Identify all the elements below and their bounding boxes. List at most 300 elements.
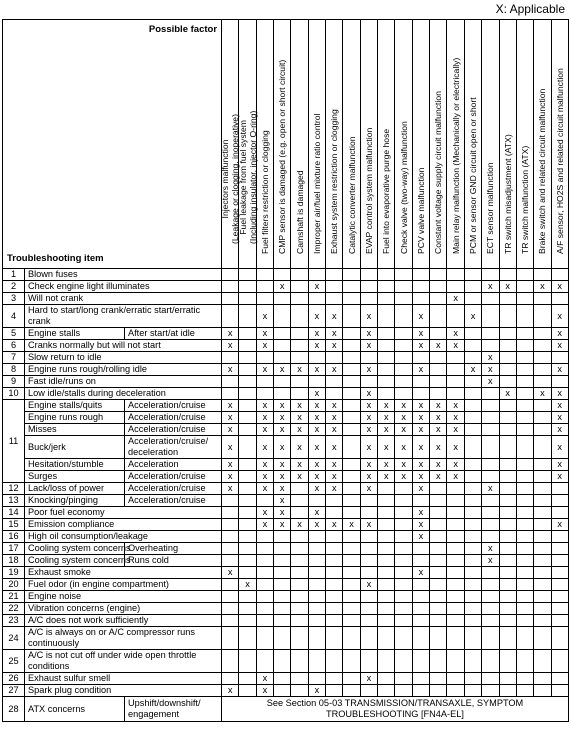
item-condition: Acceleration/cruise/ deceleration	[125, 436, 222, 459]
row-number: 7	[3, 352, 25, 364]
applicable-cell	[343, 388, 360, 400]
applicable-cell: x	[274, 495, 291, 507]
applicable-cell	[343, 305, 360, 328]
applicable-cell	[516, 519, 533, 531]
applicable-cell: x	[308, 364, 325, 376]
applicable-cell: x	[222, 685, 239, 697]
applicable-cell: x	[326, 412, 343, 424]
applicable-cell	[343, 352, 360, 364]
applicable-cell	[447, 388, 464, 400]
applicable-cell	[395, 567, 412, 579]
factor-label	[260, 130, 270, 254]
applicable-cell	[256, 281, 273, 293]
applicable-cell: x	[395, 436, 412, 459]
applicable-cell: x	[308, 424, 325, 436]
applicable-cell: x	[360, 412, 377, 424]
item-condition: Overheating	[125, 543, 222, 555]
applicable-cell	[447, 519, 464, 531]
applicable-cell	[222, 305, 239, 328]
table-body	[3, 269, 569, 722]
applicable-cell: x	[360, 305, 377, 328]
troubleshooting-item: Fuel odor (in engine compartment)	[25, 579, 222, 591]
applicable-cell: x	[274, 459, 291, 471]
applicable-cell	[343, 543, 360, 555]
factor-label	[329, 109, 339, 254]
applicable-cell	[343, 567, 360, 579]
applicable-cell	[412, 615, 429, 627]
troubleshooting-item: Engine runs rough	[25, 412, 125, 424]
applicable-cell: x	[378, 459, 395, 471]
applicable-cell	[343, 376, 360, 388]
factor-header	[516, 20, 533, 269]
row-number: 4	[3, 305, 25, 328]
applicable-cell	[499, 555, 516, 567]
applicable-cell: x	[291, 436, 308, 459]
applicable-cell	[343, 293, 360, 305]
factor-header	[360, 20, 377, 269]
applicable-cell	[378, 483, 395, 495]
applicable-cell: x	[464, 364, 481, 376]
applicable-cell	[239, 567, 256, 579]
applicable-cell: x	[360, 388, 377, 400]
applicable-cell	[534, 269, 551, 281]
applicable-cell	[222, 352, 239, 364]
applicable-cell	[326, 269, 343, 281]
applicable-cell	[447, 495, 464, 507]
applicable-cell	[378, 685, 395, 697]
applicable-cell	[291, 615, 308, 627]
table-row	[3, 340, 569, 352]
applicable-cell	[239, 412, 256, 424]
applicable-cell	[395, 352, 412, 364]
item-condition: After start/at idle	[125, 328, 222, 340]
applicable-cell	[360, 531, 377, 543]
applicable-cell	[464, 543, 481, 555]
applicable-cell	[343, 591, 360, 603]
applicable-cell	[516, 305, 533, 328]
applicable-cell	[447, 507, 464, 519]
applicable-cell	[551, 685, 568, 697]
applicable-cell	[412, 352, 429, 364]
applicable-cell	[551, 507, 568, 519]
troubleshooting-item: Check engine light illuminates	[25, 281, 222, 293]
applicable-cell	[412, 685, 429, 697]
applicable-cell	[343, 424, 360, 436]
applicable-cell	[412, 555, 429, 567]
factor-label-line: PCM or sensor GND circuit open or short	[468, 97, 478, 254]
applicable-cell	[326, 281, 343, 293]
applicable-cell	[499, 436, 516, 459]
applicable-cell	[291, 603, 308, 615]
applicable-cell	[447, 627, 464, 650]
applicable-cell	[326, 685, 343, 697]
applicable-cell	[499, 471, 516, 483]
item-condition: Acceleration	[125, 459, 222, 471]
applicable-cell	[516, 340, 533, 352]
row-number: 14	[3, 507, 25, 519]
applicable-cell	[447, 531, 464, 543]
applicable-cell: x	[360, 424, 377, 436]
applicable-cell	[360, 591, 377, 603]
applicable-cell	[291, 328, 308, 340]
applicable-cell	[447, 579, 464, 591]
applicable-cell	[378, 364, 395, 376]
troubleshooting-item: A/C does not work sufficiently	[25, 615, 222, 627]
applicable-cell	[516, 459, 533, 471]
row-number: 24	[3, 627, 25, 650]
applicable-cell	[274, 293, 291, 305]
applicable-cell	[395, 507, 412, 519]
applicable-cell	[360, 352, 377, 364]
applicable-cell	[430, 543, 447, 555]
applicable-cell	[534, 567, 551, 579]
applicable-cell	[482, 340, 499, 352]
applicable-cell	[291, 685, 308, 697]
applicable-cell: x	[326, 400, 343, 412]
applicable-cell	[239, 436, 256, 459]
applicable-cell	[534, 340, 551, 352]
applicable-cell	[256, 293, 273, 305]
applicable-cell	[395, 591, 412, 603]
applicable-cell: x	[222, 567, 239, 579]
applicable-cell	[343, 507, 360, 519]
applicable-cell	[360, 555, 377, 567]
applicable-cell: x	[222, 340, 239, 352]
troubleshooting-item: Misses	[25, 424, 125, 436]
table-row	[3, 519, 569, 531]
applicable-cell	[430, 352, 447, 364]
applicable-cell	[430, 603, 447, 615]
applicable-cell	[291, 376, 308, 388]
applicable-cell	[274, 531, 291, 543]
applicable-cell	[378, 305, 395, 328]
applicable-cell	[222, 388, 239, 400]
item-condition: Acceleration/cruise	[125, 424, 222, 436]
applicable-cell	[464, 388, 481, 400]
applicable-cell	[412, 376, 429, 388]
applicable-cell	[395, 673, 412, 685]
applicable-cell	[430, 579, 447, 591]
factor-header	[326, 20, 343, 269]
applicable-cell	[534, 459, 551, 471]
row-number: 2	[3, 281, 25, 293]
applicable-cell	[274, 328, 291, 340]
applicable-cell	[256, 627, 273, 650]
applicable-cell: x	[551, 328, 568, 340]
applicable-cell	[395, 603, 412, 615]
applicable-cell	[464, 328, 481, 340]
applicable-cell	[516, 281, 533, 293]
applicable-cell	[378, 531, 395, 543]
applicable-cell	[464, 615, 481, 627]
factor-label-line: (Including insulator, injector O-ring)	[247, 110, 258, 244]
applicable-cell	[430, 650, 447, 673]
applicable-cell	[499, 400, 516, 412]
applicable-cell	[499, 591, 516, 603]
applicable-cell	[239, 627, 256, 650]
applicable-cell	[499, 495, 516, 507]
applicable-cell	[464, 603, 481, 615]
applicable-cell: x	[412, 400, 429, 412]
applicable-cell	[274, 579, 291, 591]
applicable-cell	[464, 424, 481, 436]
applicable-cell	[534, 412, 551, 424]
applicable-cell	[464, 507, 481, 519]
applicable-cell	[395, 483, 412, 495]
applicable-cell: x	[551, 364, 568, 376]
troubleshooting-item: Surges	[25, 471, 125, 483]
applicable-cell	[482, 507, 499, 519]
applicable-cell	[464, 591, 481, 603]
applicable-cell: x	[360, 328, 377, 340]
applicable-cell: x	[378, 400, 395, 412]
applicable-cell	[274, 650, 291, 673]
applicable-cell	[239, 519, 256, 531]
applicable-cell	[464, 376, 481, 388]
applicable-cell	[551, 615, 568, 627]
applicable-cell	[534, 555, 551, 567]
table-row	[3, 650, 569, 673]
applicable-cell	[482, 424, 499, 436]
applicable-cell	[326, 376, 343, 388]
applicable-cell	[222, 269, 239, 281]
applicable-cell	[360, 269, 377, 281]
factor-label-line: ECT sensor malfunction	[485, 162, 496, 254]
applicable-cell	[395, 293, 412, 305]
table-row	[3, 376, 569, 388]
applicable-cell: x	[326, 424, 343, 436]
troubleshooting-item: Knocking/pinging	[25, 495, 125, 507]
applicable-cell	[482, 436, 499, 459]
applicable-cell	[516, 352, 533, 364]
item-condition: Upshift/downshift/ engagement	[125, 697, 222, 722]
applicable-cell: x	[360, 519, 377, 531]
troubleshooting-item: Vibration concerns (engine)	[25, 603, 222, 615]
applicable-cell: x	[291, 459, 308, 471]
applicable-cell: x	[412, 305, 429, 328]
applicable-cell	[551, 555, 568, 567]
troubleshooting-item: Exhaust sulfur smell	[25, 673, 222, 685]
applicable-cell	[222, 591, 239, 603]
applicable-cell	[378, 579, 395, 591]
applicable-cell	[291, 531, 308, 543]
applicable-cell	[499, 543, 516, 555]
applicable-cell	[395, 650, 412, 673]
applicable-cell	[516, 328, 533, 340]
troubleshooting-item: Lack/loss of power	[25, 483, 125, 495]
factor-label-line: Main relay malfunction (Mechanically or electrically)	[450, 57, 461, 254]
row-number: 13	[3, 495, 25, 507]
applicable-cell: x	[291, 412, 308, 424]
applicable-cell: x	[291, 424, 308, 436]
applicable-cell	[256, 388, 273, 400]
table-row	[3, 352, 569, 364]
applicable-cell: x	[222, 400, 239, 412]
table-row	[3, 305, 569, 328]
applicable-cell	[360, 543, 377, 555]
factor-label	[433, 91, 443, 254]
applicable-cell: x	[308, 519, 325, 531]
applicable-cell: x	[360, 459, 377, 471]
applicable-cell: x	[551, 400, 568, 412]
applicable-cell	[343, 436, 360, 459]
applicable-cell	[222, 603, 239, 615]
applicable-cell	[326, 495, 343, 507]
item-condition: Acceleration/cruise	[125, 400, 222, 412]
applicable-cell	[343, 364, 360, 376]
applicable-cell	[291, 627, 308, 650]
applicable-cell: x	[464, 305, 481, 328]
applicable-cell	[430, 555, 447, 567]
applicable-cell	[360, 293, 377, 305]
factor-header	[256, 20, 273, 269]
row-number: 27	[3, 685, 25, 697]
applicable-cell	[447, 650, 464, 673]
applicable-cell: x	[395, 459, 412, 471]
factor-label	[295, 170, 305, 254]
applicable-cell	[395, 519, 412, 531]
troubleshooting-item: Exhaust smoke	[25, 567, 222, 579]
applicable-cell	[464, 531, 481, 543]
table-row	[3, 412, 569, 424]
applicable-cell	[395, 615, 412, 627]
troubleshooting-item: High oil consumption/leakage	[25, 531, 222, 543]
applicable-cell	[308, 531, 325, 543]
troubleshooting-item: A/C is always on or A/C compressor runs continuously	[25, 627, 222, 650]
applicable-cell: x	[412, 328, 429, 340]
applicable-cell	[447, 281, 464, 293]
applicable-cell	[447, 591, 464, 603]
applicable-cell	[256, 615, 273, 627]
applicable-cell: x	[412, 340, 429, 352]
applicable-cell: x	[360, 436, 377, 459]
applicable-cell	[464, 555, 481, 567]
applicable-cell	[551, 591, 568, 603]
applicable-cell	[499, 627, 516, 650]
applicable-cell	[499, 340, 516, 352]
applicable-cell: x	[326, 483, 343, 495]
applicable-cell: x	[412, 471, 429, 483]
applicable-cell: x	[430, 436, 447, 459]
table-row	[3, 615, 569, 627]
applicable-cell	[482, 603, 499, 615]
applicable-cell	[516, 293, 533, 305]
applicable-cell: x	[256, 364, 273, 376]
item-condition: Acceleration/cruise	[125, 471, 222, 483]
applicable-cell	[534, 615, 551, 627]
applicable-cell	[291, 567, 308, 579]
troubleshooting-table-wrapper	[2, 19, 568, 722]
applicable-cell	[308, 673, 325, 685]
row-number: 22	[3, 603, 25, 615]
applicable-cell	[291, 543, 308, 555]
applicable-cell	[534, 305, 551, 328]
applicable-cell	[499, 293, 516, 305]
applicable-cell: x	[222, 412, 239, 424]
applicable-cell	[378, 673, 395, 685]
applicable-cell	[551, 627, 568, 650]
applicable-cell	[291, 483, 308, 495]
applicable-cell: x	[395, 424, 412, 436]
applicable-cell	[551, 543, 568, 555]
troubleshooting-item: Low idle/stalls during deceleration	[25, 388, 222, 400]
applicable-cell	[395, 364, 412, 376]
applicable-cell	[551, 269, 568, 281]
applicable-cell	[482, 591, 499, 603]
applicable-cell: x	[308, 412, 325, 424]
applicable-cell	[534, 364, 551, 376]
factor-header	[343, 20, 360, 269]
applicable-cell: x	[326, 519, 343, 531]
applicable-cell	[534, 495, 551, 507]
applicable-cell	[395, 579, 412, 591]
applicable-cell	[256, 555, 273, 567]
applicable-cell	[464, 269, 481, 281]
applicable-cell	[412, 495, 429, 507]
applicable-cell	[534, 650, 551, 673]
applicable-cell: x	[308, 459, 325, 471]
applicable-cell	[239, 305, 256, 328]
applicable-cell: x	[308, 685, 325, 697]
applicable-cell	[274, 615, 291, 627]
table-row	[3, 543, 569, 555]
applicable-cell	[464, 579, 481, 591]
applicable-cell	[239, 495, 256, 507]
applicable-cell	[343, 555, 360, 567]
applicable-cell	[291, 650, 308, 673]
row-number: 5	[3, 328, 25, 340]
table-row	[3, 471, 569, 483]
applicable-cell	[534, 685, 551, 697]
applicable-cell	[447, 685, 464, 697]
factor-header	[447, 20, 464, 269]
applicable-cell: x	[551, 412, 568, 424]
applicable-cell	[464, 519, 481, 531]
possible-factor-title: Possible factor	[148, 24, 218, 35]
applicable-cell	[343, 412, 360, 424]
applicable-cell	[534, 627, 551, 650]
applicable-cell	[551, 579, 568, 591]
table-row-atx	[3, 697, 569, 722]
applicable-cell: x	[274, 281, 291, 293]
applicable-cell	[412, 281, 429, 293]
troubleshooting-item: Slow return to idle	[25, 352, 222, 364]
applicable-cell	[412, 650, 429, 673]
applicable-cell	[378, 650, 395, 673]
applicable-cell	[430, 531, 447, 543]
applicable-cell: x	[308, 400, 325, 412]
applicable-cell	[239, 471, 256, 483]
applicable-cell	[326, 543, 343, 555]
applicable-cell	[516, 495, 533, 507]
applicable-cell	[308, 615, 325, 627]
troubleshooting-item: Hesitation/stumble	[25, 459, 125, 471]
applicable-cell: x	[308, 471, 325, 483]
applicable-cell	[430, 328, 447, 340]
applicable-cell	[412, 388, 429, 400]
applicable-cell	[378, 376, 395, 388]
applicable-cell	[239, 388, 256, 400]
applicable-cell	[482, 328, 499, 340]
applicable-cell	[222, 673, 239, 685]
applicable-cell: x	[274, 471, 291, 483]
applicable-cell	[256, 269, 273, 281]
row-number: 16	[3, 531, 25, 543]
applicable-cell	[447, 555, 464, 567]
row-number: 28	[3, 697, 25, 722]
row-number: 25	[3, 650, 25, 673]
applicable-cell	[239, 685, 256, 697]
